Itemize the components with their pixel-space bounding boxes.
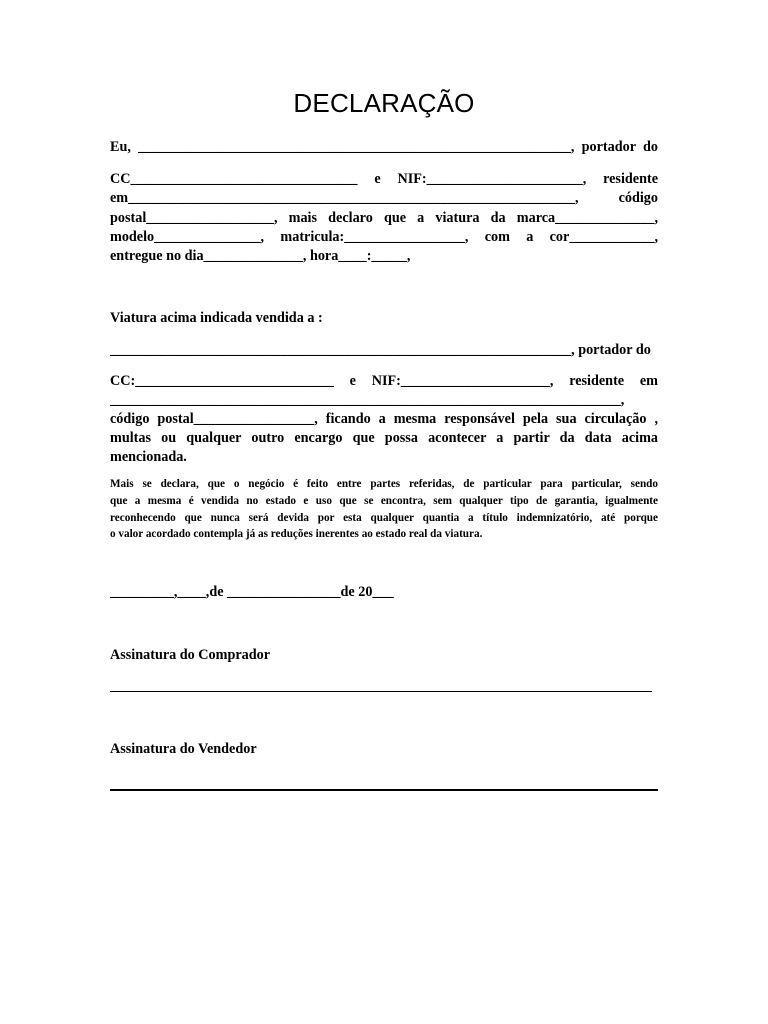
buyer-heading: Viatura acima indicada vendida a : (110, 310, 323, 326)
buyer-address-line: ________________________________________________________________________, (110, 392, 625, 408)
buyer-id-line: CC:____________________________ e NIF:_____________________, residente em (110, 373, 658, 389)
buyer-signature-line (110, 691, 652, 692)
buyer-postal-line: código postal_________________, ficando a mesma responsável pela sua circulação , (110, 411, 658, 427)
seller-signature-label: Assinatura do Vendedor (110, 741, 257, 757)
disclaimer-line-1: Mais se declara, que o negócio é feito entre partes referidas, de particular para particular, sendo (110, 478, 658, 490)
seller-id-line: CC________________________________ e NIF:______________________, residente (110, 171, 658, 187)
seller-delivery-line: entregue no dia______________, hora____:_____, (110, 248, 411, 264)
seller-postal-brand-line: postal__________________, mais declaro que a viatura da marca______________, (110, 210, 658, 226)
buyer-signature-label: Assinatura do Comprador (110, 647, 271, 663)
seller-model-plate-line: modelo_______________, matricula:_________________, com a cor____________, (110, 229, 658, 245)
buyer-mentioned-line: mencionada. (110, 449, 187, 465)
seller-address-line: em_______________________________________________________________, código (110, 190, 658, 206)
seller-name-line: Eu, _____________________________________________________________, portador do (110, 139, 658, 155)
buyer-responsibility-line: multas ou qualquer outro encargo que possa acontecer a partir da data acima (110, 430, 658, 446)
disclaimer-line-3: reconhecendo que nunca será devida por esta qualquer quantia a título indemnizatório, até porque (110, 512, 658, 524)
document-title: DECLARAÇÃO (293, 88, 475, 118)
disclaimer-line-4: o valor acordado contempla já as reduções inerentes ao estado real da viatura. (110, 528, 483, 540)
disclaimer-line-2: que a mesma é vendida no estado e uso que se encontra, sem qualquer tipo de garantia, igualmente (110, 495, 658, 507)
seller-signature-line (110, 789, 658, 791)
date-line: _________,____,de ________________de 20___ (110, 584, 394, 600)
buyer-name-line: _________________________________________________________________, portador do (110, 342, 651, 358)
